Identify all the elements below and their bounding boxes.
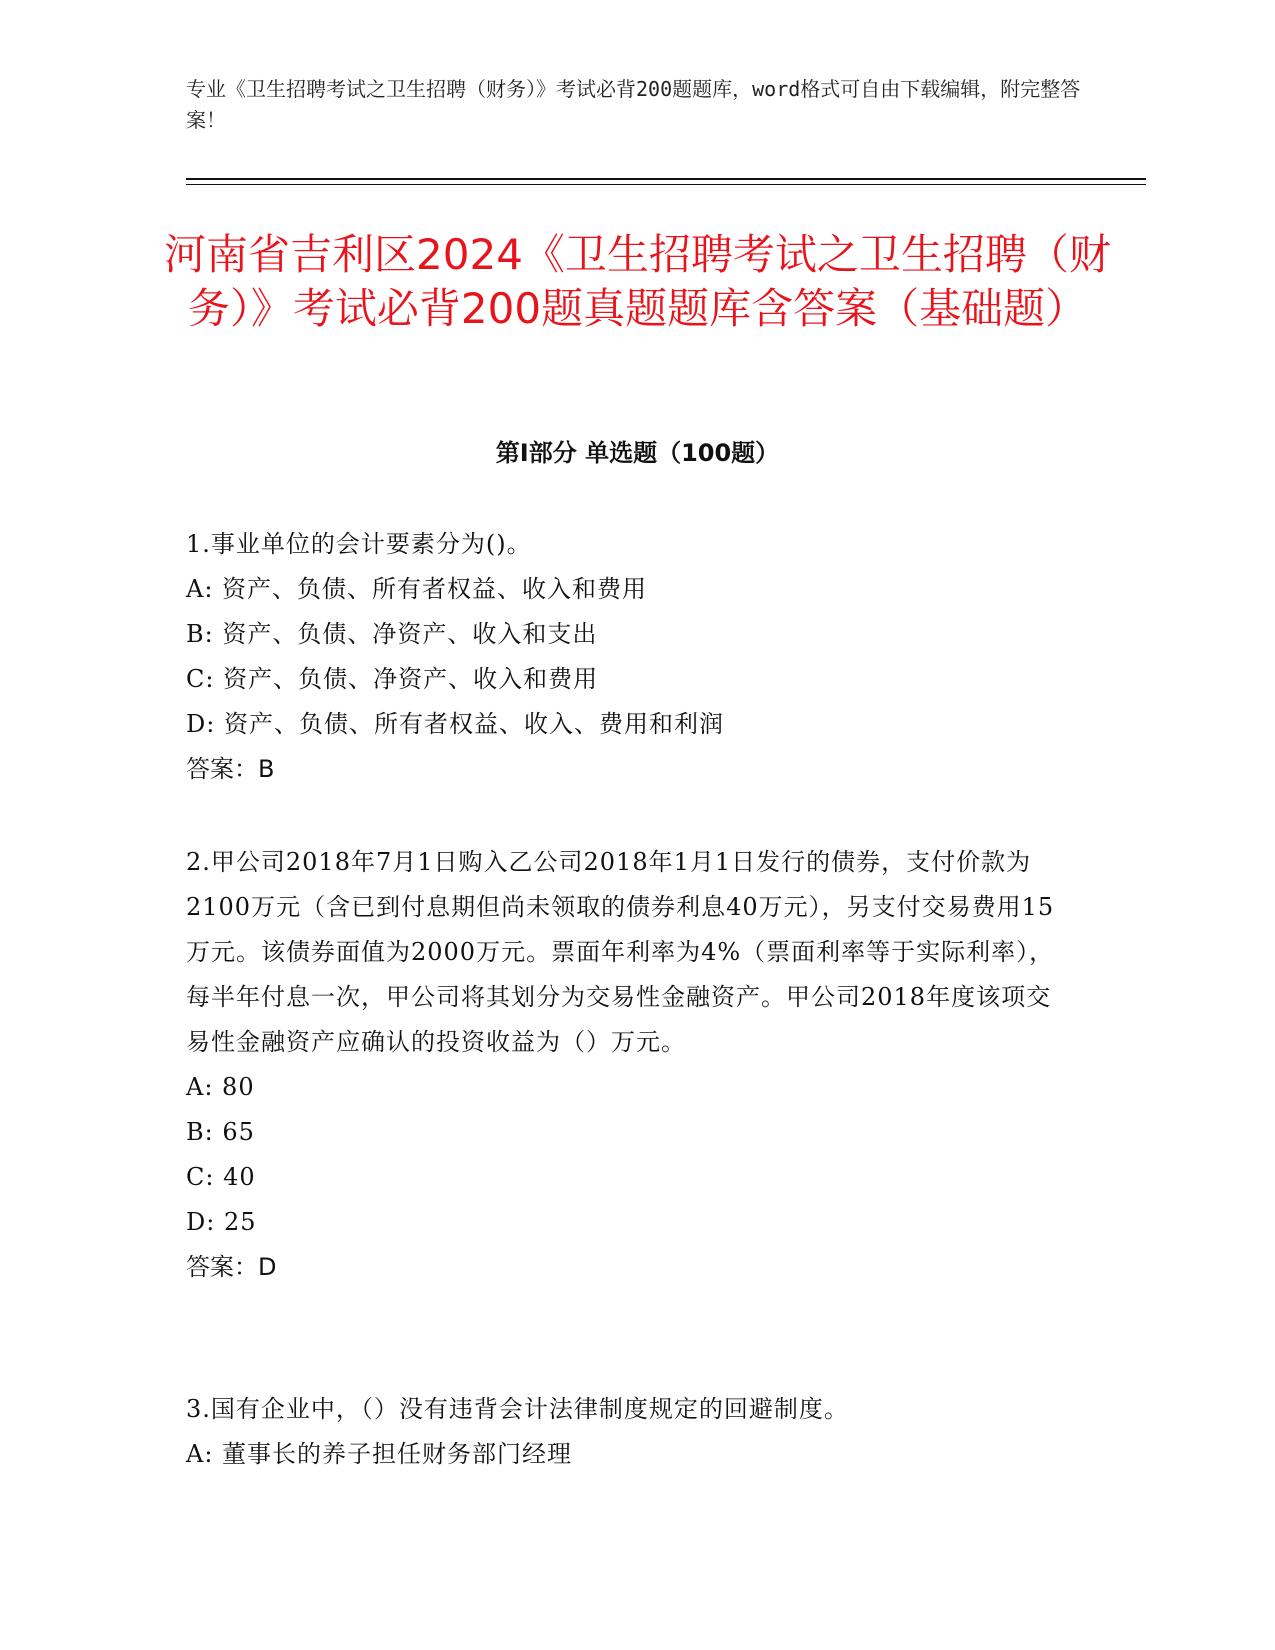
header-note: 专业《卫生招聘考试之卫生招聘（财务）》考试必背200题题库，word格式可自由下载编辑，附完整答案！ [186, 77, 1081, 132]
option-a: A: 80 [186, 1073, 255, 1101]
header-divider [186, 178, 1146, 180]
question-1 [186, 522, 1066, 792]
option-c: C: 资产、负债、净资产、收入和费用 [186, 665, 599, 693]
option-b: B: 65 [186, 1118, 255, 1146]
option-d: D: 25 [186, 1208, 257, 1236]
answer: 答案：D [186, 1253, 277, 1281]
question-stem: 1.事业单位的会计要素分为()。 [186, 530, 532, 558]
option-d: D: 资产、负债、所有者权益、收入、费用和利润 [186, 710, 724, 738]
option-a: A: 董事长的养子担任财务部门经理 [186, 1440, 573, 1468]
question-stem: 2.甲公司2018年7月1日购入乙公司2018年1月1日发行的债券，支付价款为2100万元（含已到付息期但尚未领取的债券利息40万元），另支付交易费用15万元。该债券面值为2000万元。票面年利率为4%（票面利率等于实际利率），每半年付息一次，甲公司将其划分为交易性金融资产。甲公司2018年度该项交易性金融资产应确认的投资收益为（）万元。 [186, 848, 1055, 1056]
question-stem: 3.国有企业中，（）没有违背会计法律制度规定的回避制度。 [186, 1395, 849, 1423]
question-2 [186, 840, 1066, 1290]
option-b: B: 资产、负债、净资产、收入和支出 [186, 620, 598, 648]
option-c: C: 40 [186, 1163, 256, 1191]
question-3 [186, 1387, 1066, 1477]
header-divider-thin [186, 184, 1146, 185]
answer: 答案：B [186, 755, 275, 783]
option-a: A: 资产、负债、所有者权益、收入和费用 [186, 575, 648, 603]
section-heading: 第Ⅰ部分 单选题（100题） [495, 439, 780, 467]
document-title: 河南省吉利区2024《卫生招聘考试之卫生招聘（财务）》考试必背200题真题题库含答案（基础题） [164, 230, 1111, 333]
